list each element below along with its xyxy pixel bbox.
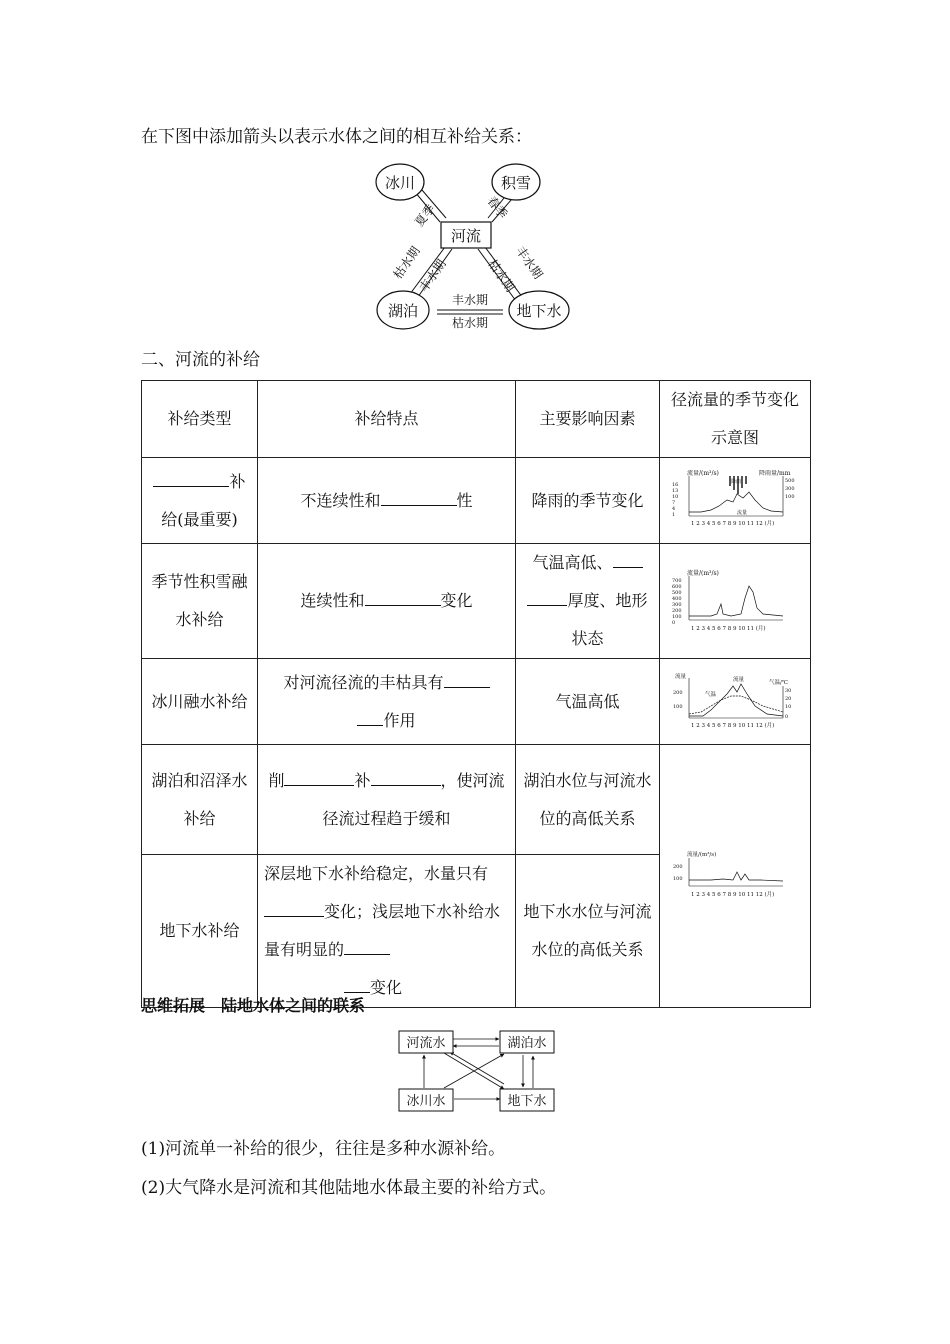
row2-factor-blank-2[interactable] — [527, 587, 567, 606]
glacier-chart-temp-label: 气温 — [705, 691, 717, 698]
row1-feature-blank[interactable] — [381, 487, 457, 506]
rain-chart-y2label: 降雨量/mm — [759, 469, 791, 477]
row4-feature-blank-2[interactable] — [371, 767, 441, 786]
rain-chart-rain-label: 降雨 — [731, 478, 742, 485]
ext-node-glacier — [399, 1089, 453, 1111]
svg-text:16: 16 — [672, 481, 679, 488]
svg-text:600: 600 — [672, 584, 682, 590]
svg-text:30: 30 — [785, 687, 792, 694]
header-feature: 补给特点 — [258, 381, 516, 458]
row5-feature-blank[interactable] — [264, 898, 324, 917]
svg-text:200: 200 — [672, 608, 682, 614]
row2-chart — [660, 544, 811, 659]
header-type: 补给类型 — [142, 381, 258, 458]
svg-text:0: 0 — [785, 713, 789, 720]
svg-text:400: 400 — [672, 596, 682, 602]
row5-feature: 深层地下水补给稳定，水量只有变化；浅层地下水补给水量有明显的 变化 — [258, 855, 516, 1008]
glacier-chart-months: 1 2 3 4 5 6 7 8 9 10 11 12 (月) — [691, 722, 775, 729]
label-summer: 夏季 — [411, 201, 438, 230]
table-row — [142, 458, 811, 544]
row3-type: 冰川融水补给 — [142, 659, 258, 745]
node-lake-label: 湖泊 — [387, 302, 419, 320]
row1-chart — [660, 458, 811, 544]
row5-factor: 地下水水位与河流水位的高低关系 — [516, 855, 660, 1008]
svg-text:10: 10 — [785, 703, 792, 710]
node-lake — [377, 291, 429, 329]
node-river — [441, 222, 491, 248]
label-lake-dry: 枯水期 — [390, 243, 423, 282]
row4-feature-blank[interactable] — [284, 767, 354, 786]
node-groundwater-label: 地下水 — [516, 302, 562, 320]
label-bottom-bottom: 枯水期 — [451, 316, 489, 330]
section2-title: 二、河流的补给 — [141, 350, 260, 370]
row2-factor-blank[interactable] — [613, 549, 643, 568]
row4-feature: 削 补 ，使河流径流过程趋于缓和 — [258, 745, 516, 855]
row4-type: 湖泊和沼泽水补给 — [142, 745, 258, 855]
ext-node-ground-label: 地下水 — [507, 1094, 547, 1109]
label-bottom-top: 丰水期 — [451, 293, 489, 307]
glacier-chart — [671, 672, 799, 732]
label-gw-wet: 丰水期 — [513, 243, 546, 282]
svg-text:4: 4 — [672, 505, 676, 512]
table-header-row — [142, 381, 811, 458]
label-gw-dry: 枯水期 — [485, 256, 518, 295]
row1-type-blank[interactable] — [153, 468, 229, 487]
row1-factor: 降雨的季节变化 — [516, 458, 660, 544]
svg-text:13: 13 — [672, 487, 679, 494]
svg-text:1: 1 — [672, 511, 676, 518]
svg-text:100: 100 — [673, 876, 683, 882]
rain-chart-ylabel: 流量/(m³/s) — [687, 469, 719, 477]
svg-text:700: 700 — [672, 578, 682, 584]
ground-chart — [671, 850, 799, 902]
svg-text:300: 300 — [672, 602, 682, 608]
water-supply-diagram — [370, 160, 590, 335]
table-row — [142, 659, 811, 745]
row2-feature: 连续性和 变化 — [258, 544, 516, 659]
node-snow-label: 积雪 — [500, 174, 532, 192]
svg-text:300: 300 — [785, 485, 795, 492]
node-snow — [492, 164, 540, 200]
svg-text:100: 100 — [785, 493, 795, 500]
snow-chart-ylabel: 流量/(m³/s) — [687, 570, 719, 577]
row2-factor: 气温高低、 厚度、地形状态 — [516, 544, 660, 659]
ext-node-river — [399, 1031, 453, 1053]
row4-factor: 湖泊水位与河流水位的高低关系 — [516, 745, 660, 855]
intro-instruction: 在下图中添加箭头以表示水体之间的相互补给关系： — [141, 127, 532, 147]
row5-type: 地下水补给 — [142, 855, 258, 1008]
svg-text:7: 7 — [672, 499, 676, 506]
ground-chart-months: 1 2 3 4 5 6 7 8 9 10 11 12 (月) — [691, 892, 775, 898]
svg-text:200: 200 — [673, 689, 683, 696]
ext-node-ground — [500, 1089, 554, 1111]
svg-text:20: 20 — [785, 695, 792, 702]
ext-node-river-label: 河流水 — [406, 1036, 446, 1051]
node-groundwater — [509, 291, 569, 329]
row1-feature: 不连续性和 性 — [258, 458, 516, 544]
svg-text:500: 500 — [672, 590, 682, 596]
glacier-chart-y2label: 气温/℃ — [769, 679, 789, 686]
header-factor: 主要影响因素 — [516, 381, 660, 458]
glacier-chart-flow-label: 流量 — [733, 676, 745, 683]
rain-chart-months: 1 2 3 4 5 6 7 8 9 10 11 12 (月) — [691, 520, 775, 527]
row4-chart — [660, 745, 811, 1008]
rain-chart — [671, 470, 799, 532]
ext-node-lake — [500, 1031, 554, 1053]
row3-feature-blank-2[interactable] — [357, 707, 383, 726]
row3-chart — [660, 659, 811, 745]
rain-chart-flow-label: 流量 — [737, 509, 748, 516]
extension-title: 思维拓展 陆地水体之间的联系 — [141, 996, 366, 1015]
ext-node-lake-label: 湖泊水 — [507, 1036, 547, 1051]
glacier-chart-ylabel: 流量 — [675, 673, 687, 680]
row3-feature-blank[interactable] — [444, 669, 490, 688]
svg-text:0: 0 — [672, 620, 676, 626]
svg-text:10: 10 — [672, 493, 679, 500]
row3-factor: 气温高低 — [516, 659, 660, 745]
row2-type: 季节性积雪融水补给 — [142, 544, 258, 659]
row1-type: 补 给(最重要) — [142, 458, 258, 544]
row5-feature-blank-3[interactable] — [344, 974, 370, 993]
table-row — [142, 544, 811, 659]
note-1: (1)河流单一补给的很少，往往是多种水源补给。 — [141, 1139, 506, 1159]
svg-text:100: 100 — [673, 703, 683, 710]
label-lake-wet: 丰水期 — [416, 256, 449, 295]
ext-node-glacier-label: 冰川水 — [406, 1094, 446, 1109]
river-supply-table — [141, 380, 811, 1008]
header-chart: 径流量的季节变化示意图 — [660, 381, 811, 458]
svg-text:500: 500 — [785, 477, 795, 484]
land-water-diagram — [398, 1028, 556, 1112]
note-2: (2)大气降水是河流和其他陆地水体最主要的补给方式。 — [141, 1178, 557, 1198]
node-glacier-label: 冰川 — [384, 174, 416, 192]
row3-feature: 对河流径流的丰枯具有 作用 — [258, 659, 516, 745]
snow-chart — [671, 568, 799, 634]
ground-chart-ylabel: 流量/(m³/s) — [687, 852, 717, 858]
node-river-label: 河流 — [450, 227, 482, 245]
row2-feature-blank[interactable] — [365, 587, 441, 606]
snow-chart-months: 1 2 3 4 5 6 7 8 9 10 11 (月) — [691, 626, 766, 632]
label-spring: 春季 — [484, 193, 511, 222]
svg-text:100: 100 — [672, 614, 682, 620]
node-glacier — [376, 164, 424, 200]
row5-feature-blank-2[interactable] — [344, 936, 390, 955]
table-row — [142, 745, 811, 855]
svg-text:200: 200 — [673, 864, 683, 870]
